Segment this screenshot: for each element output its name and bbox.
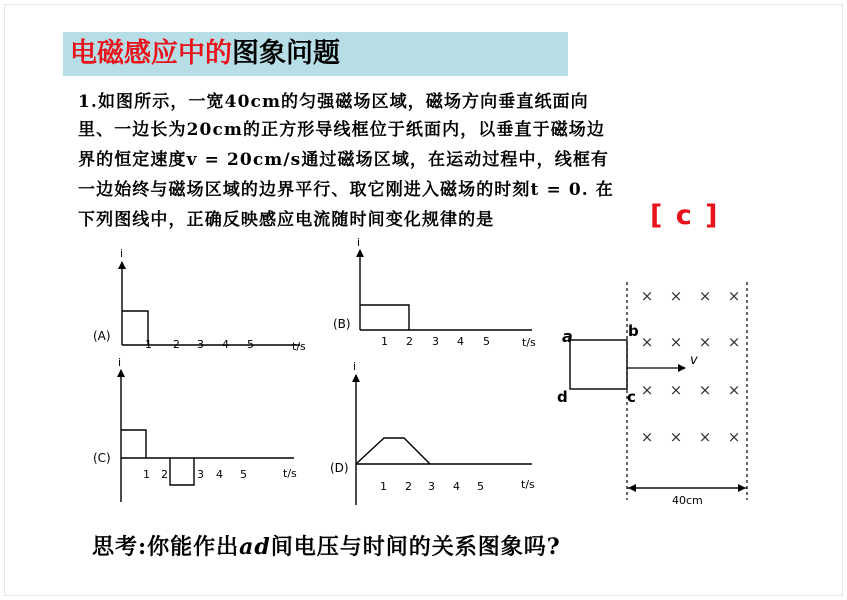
field-cross-icon: × (669, 333, 683, 351)
answer-bracket: [ c ] (650, 200, 720, 231)
velocity-label: v (690, 353, 698, 368)
graph-c (121, 370, 294, 502)
think-question (92, 530, 561, 561)
think-before: 思考:你能作出 (92, 534, 240, 560)
question-line-2: 里、一边长为20cm的正方形导线框位于纸面内，以垂直于磁场边 (78, 120, 605, 140)
field-diagram (557, 282, 747, 507)
graph-b-curve (360, 305, 409, 330)
field-cross-icon: × (669, 287, 683, 305)
graph-a-tick-1: 1 (145, 338, 152, 351)
graph-c-tick-3: 3 (197, 468, 204, 481)
field-cross-icon: × (727, 287, 741, 305)
field-cross-icon: × (698, 428, 712, 446)
think-after: 间电压与时间的关系图象吗? (270, 534, 561, 560)
field-cross-icon: × (640, 428, 654, 446)
field-cross-icon: × (640, 381, 654, 399)
graph-a-label: (A) (93, 329, 111, 343)
question-line-4: 一边始终与磁场区域的边界平行、取它刚进入磁场的时刻t = 0. 在 (78, 180, 614, 200)
graph-c-tick-2: 2 (161, 468, 168, 481)
graph-a (122, 262, 300, 345)
graph-d-tick-2: 2 (405, 480, 412, 493)
graph-b-tick-3: 3 (432, 335, 439, 348)
graph-b-tick-5: 5 (483, 335, 490, 348)
graph-a-tick-4: 4 (222, 338, 229, 351)
field-cross-icon: × (698, 333, 712, 351)
field-cross-icon: × (727, 333, 741, 351)
field-cross-icon: × (640, 287, 654, 305)
think-italic: ad (239, 534, 271, 560)
graph-c-curve-negative (170, 458, 194, 485)
field-cross-icon: × (640, 333, 654, 351)
graph-d-tick-5: 5 (477, 480, 484, 493)
corner-d-label: d (557, 388, 568, 406)
graph-c-tick-1: 1 (143, 468, 150, 481)
graph-d-xlabel: t/s (521, 478, 535, 491)
graph-c-tick-5: 5 (240, 468, 247, 481)
graph-b (360, 250, 532, 330)
field-cross-icon: × (669, 428, 683, 446)
field-cross-icon: × (698, 381, 712, 399)
graph-a-xlabel: t/s (292, 340, 306, 353)
graph-d-tick-3: 3 (428, 480, 435, 493)
graph-b-ylabel: i (357, 236, 361, 249)
corner-b-label: b (628, 322, 639, 340)
graph-a-tick-3: 3 (197, 338, 204, 351)
graph-b-xlabel: t/s (522, 336, 536, 349)
title-red-part: 电磁感应中的 (70, 38, 232, 69)
field-cross-icon: × (698, 287, 712, 305)
graph-d-tick-4: 4 (453, 480, 460, 493)
question-line-5: 下列图线中，正确反映感应电流随时间变化规律的是 (78, 210, 495, 230)
graph-d-tick-1: 1 (380, 480, 387, 493)
corner-c-label: c (627, 388, 636, 406)
graph-b-tick-2: 2 (406, 335, 413, 348)
graph-c-curve-positive (121, 430, 146, 458)
graph-d-label: (D) (330, 461, 349, 475)
graph-c-tick-4: 4 (216, 468, 223, 481)
graph-c-label: (C) (93, 451, 111, 465)
field-cross-icon: × (669, 381, 683, 399)
graph-b-label: (B) (333, 317, 351, 331)
field-cross-icon: × (727, 381, 741, 399)
graph-b-tick-4: 4 (457, 335, 464, 348)
graph-b-tick-1: 1 (381, 335, 388, 348)
graph-d-ylabel: i (353, 360, 357, 373)
square-coil (570, 340, 627, 389)
graph-a-tick-2: 2 (173, 338, 180, 351)
graph-d-curve (356, 438, 430, 464)
graph-c-xlabel: t/s (283, 467, 297, 480)
field-cross-icon: × (727, 428, 741, 446)
graph-a-tick-5: 5 (247, 338, 254, 351)
question-line-1: 1.如图所示，一宽40cm的匀强磁场区域，磁场方向垂直纸面向 (78, 92, 589, 112)
graph-a-ylabel: i (120, 247, 124, 260)
graph-c-ylabel: i (118, 356, 122, 369)
width-label: 40cm (672, 494, 703, 507)
title-black-part: 图象问题 (232, 38, 340, 69)
question-line-3: 界的恒定速度v = 20cm/s通过磁场区域，在运动过程中，线框有 (78, 150, 610, 170)
corner-a-label: a (562, 327, 573, 346)
